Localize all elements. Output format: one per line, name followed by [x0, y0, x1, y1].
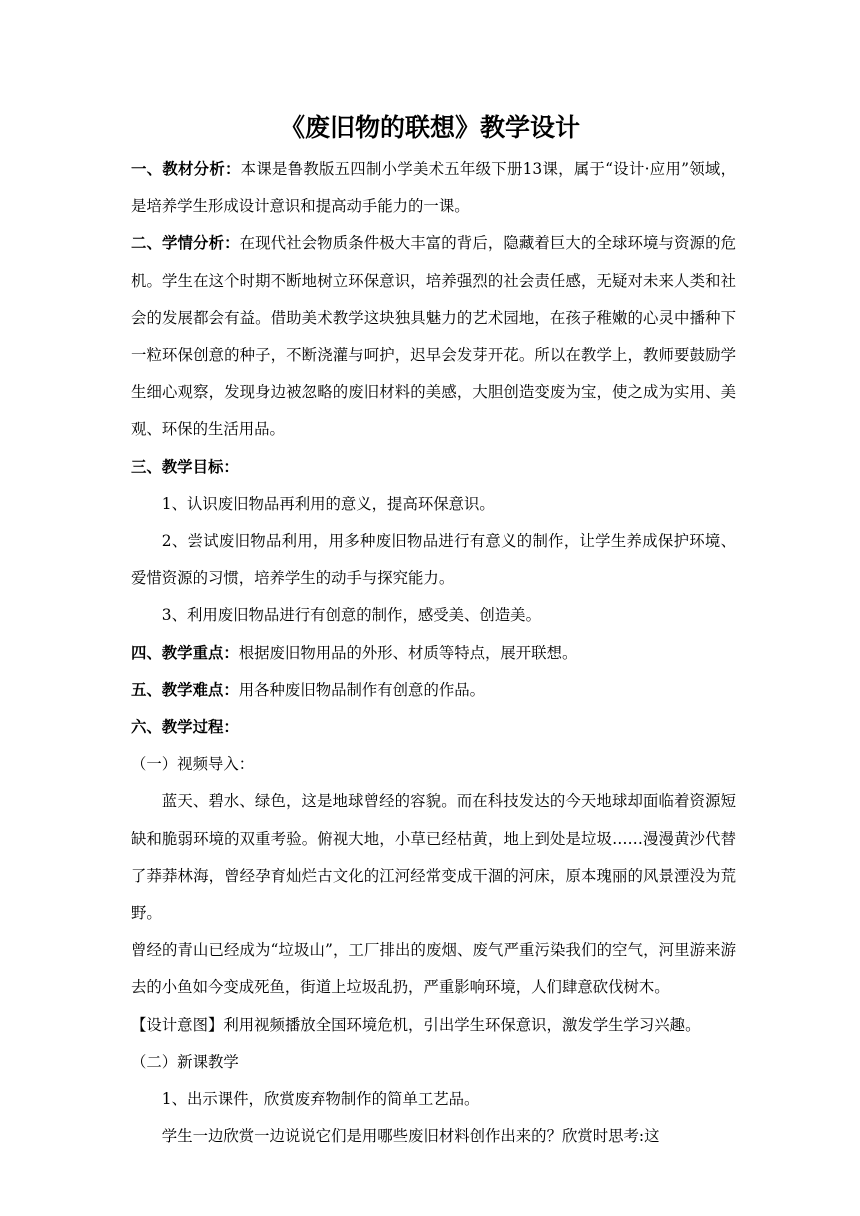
- section-objectives-heading: 三、教学目标：: [131, 457, 239, 476]
- section-label: 一、教材分析：: [131, 160, 241, 178]
- subsection-heading-video: （一）视频导入：: [131, 755, 255, 774]
- objective-item: 2、尝试废旧物品利用，用多种废旧物品进行有意义的制作，让学生养成保护环境、爱惜资源的习惯，培养学生的动手与探究能力。: [131, 532, 736, 588]
- section-label: 五、教学难点：: [131, 680, 239, 699]
- subsection-heading-new-lesson: （二）新课教学: [131, 1052, 239, 1071]
- section-label: 四、教学重点：: [131, 643, 239, 662]
- section-student-analysis: [131, 225, 736, 448]
- objective-item: 1、认识废旧物品再利用的意义，提高环保意识。: [161, 494, 495, 513]
- section-material-analysis: [131, 151, 736, 225]
- design-intent-paragraph: 【设计意图】利用视频播放全国环境危机，引出学生环保意识，激发学生学习兴趣。: [131, 1015, 701, 1034]
- section-text: 在现代社会物质条件极大丰富的背后，隐藏着巨大的全球环境与资源的危机。学生在这个时期不断地树立环保意识，培养强烈的社会责任感，无疑对未来人类和社会的发展都会有益。借助美术教学这块独具魅力的艺术园地，在孩子稚嫩的心灵中播种下一粒环保创意的种子，不断浇灌与呵护，迟早会发芽开花。所以在教学上，教师要鼓励学生细心观察，发现身边被忽略的废旧材料的美感，大胆创造变废为宝，使之成为实用、美观、环保的生活用品。: [131, 234, 736, 439]
- section-text: 根据废旧物用品的外形、材质等特点，展开联想。: [238, 643, 578, 662]
- section-label: 二、学情分析：: [131, 234, 240, 253]
- objective-item: 3、利用废旧物品进行有创意的制作，感受美、创造美。: [161, 606, 541, 625]
- section-process-heading: 六、教学过程：: [131, 718, 239, 737]
- paragraph: 学生一边欣赏一边说说它们是用哪些废旧材料创作出来的？欣赏时思考:这: [161, 1127, 660, 1146]
- paragraph: 1、出示课件，欣赏废弃物制作的简单工艺品。: [161, 1090, 480, 1109]
- paragraph: 蓝天、碧水、绿色，这是地球曾经的容貌。而在科技发达的今天地球却面临着资源短缺和脆弱环境的双重考验。俯视大地，小草已经枯黄，地上到处是垃圾……漫漫黄沙代替了莽莽林海，曾经孕育灿烂古文化的江河经常变成干涸的河床，原本瑰丽的风景湮没为荒野。: [131, 792, 736, 923]
- section-text: 本课是鲁教版五四制小学美术五年级下册13课，属于“设计·应用”领域，是培养学生形成设计意识和提高动手能力的一课。: [131, 160, 736, 216]
- section-text: 用各种废旧物品制作有创意的作品。: [238, 680, 486, 699]
- paragraph: 曾经的青山已经成为“垃圾山”，工厂排出的废烟、废气严重污染我们的空气，河里游来游去的小鱼如今变成死鱼，街道上垃圾乱扔，严重影响环境，人们肆意砍伐树木。: [131, 941, 736, 997]
- document-title: 《废旧物的联想》教学设计: [279, 113, 580, 142]
- document-body: [131, 151, 736, 1155]
- section-difficulties: [131, 672, 736, 709]
- section-key-points: [131, 635, 736, 672]
